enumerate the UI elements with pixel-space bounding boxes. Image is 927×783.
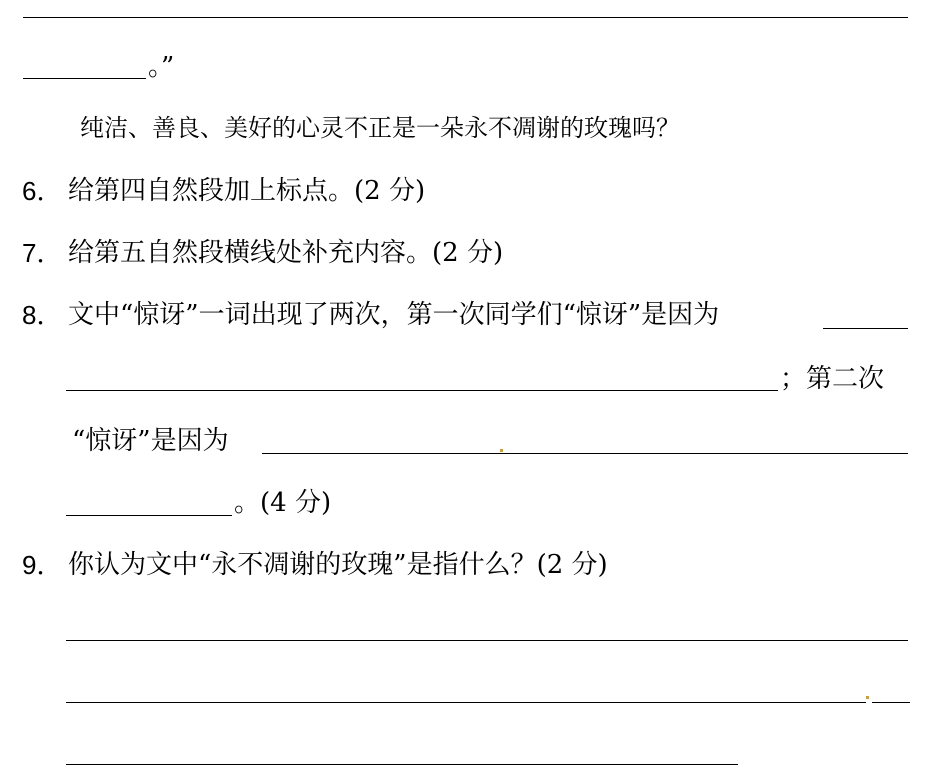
- question-8-blank-2[interactable]: [66, 390, 778, 391]
- answer-blank-short[interactable]: [23, 78, 146, 79]
- question-9-answer-line-2b[interactable]: [872, 702, 910, 703]
- question-7-text: 给第五自然段横线处补充内容。(2 分): [68, 238, 504, 268]
- answer-line-top[interactable]: [23, 17, 908, 18]
- scan-speck: [500, 449, 503, 452]
- question-8-mid-text: ；第二次: [780, 364, 885, 394]
- question-8-blank-1[interactable]: [823, 328, 908, 329]
- question-8-second-prefix: “惊讶”是因为: [72, 426, 229, 456]
- question-8-end-text: 。(4 分): [234, 488, 332, 518]
- question-9-answer-line-1[interactable]: [66, 640, 908, 641]
- question-8-blank-4[interactable]: [66, 515, 232, 516]
- question-9-answer-line-3[interactable]: [66, 764, 738, 765]
- question-7-number: 7．: [22, 238, 63, 268]
- question-8-blank-3[interactable]: [262, 453, 908, 454]
- question-9-number: 9．: [22, 550, 63, 580]
- question-6-text: 给第四自然段加上标点。(2 分): [68, 176, 426, 206]
- excerpt-sentence: 纯洁、善良、美好的心灵不正是一朵永不凋谢的玫瑰吗？: [80, 114, 680, 142]
- question-8-number: 8．: [22, 300, 63, 330]
- scan-speck: [866, 696, 869, 699]
- question-9-answer-line-2[interactable]: [66, 702, 866, 703]
- question-9-text: 你认为文中“永不凋谢的玫瑰”是指什么？(2 分): [68, 550, 608, 580]
- question-6-number: 6．: [22, 176, 63, 206]
- question-8-text: 文中“惊讶”一词出现了两次，第一次同学们“惊讶”是因为: [68, 300, 720, 330]
- closing-punctuation: 。”: [148, 52, 175, 82]
